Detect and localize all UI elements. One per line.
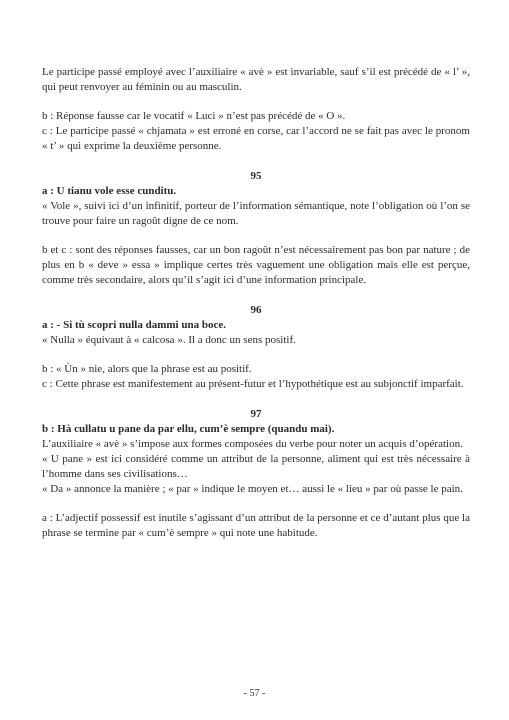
intro-paragraph-2: b : Réponse fausse car le vocatif « Luci » n’est pas précédé de « O ».	[42, 110, 346, 122]
question-97-paragraph-2: « U pane » est ici considéré comme un attribut de la personne, aliment qui est très nécessaire à l’homme dans ses civilisations…	[42, 453, 470, 480]
question-96-answer: a : - Si tù scopri nulla dammi una boce.	[42, 319, 226, 331]
question-95-paragraph-2: b et c : sont des réponses fausses, car un bon ragoût n’est nécessairement pas bon par nature ; de plus en b « deve » essa » implique certes très vaguement une obligation mais elle est perçue, comme très secondaire, alors qu’il s’agit ici d’une information principale.	[42, 244, 470, 286]
question-95-answer: a : U tianu vole esse cunditu.	[42, 185, 177, 197]
question-96-paragraph-2: b : « Ùn » nie, alors que la phrase est au positif.	[42, 363, 252, 375]
page-body	[42, 65, 470, 541]
question-96-number: 96	[250, 304, 262, 316]
question-97-paragraph-4: a : L’adjectif possessif est inutile s’agissant d’un attribut de la personne et ce d’autant plus que la phrase se termine par « cum’è sempre » qui note une habitude.	[42, 512, 470, 539]
intro-paragraph-3: c : Le participe passé « chjamata » est erroné en corse, car l’accord ne se fait pas avec le pronom « t’ » qui exprime la deuxième personne.	[42, 125, 470, 152]
page-number: - 57 -	[243, 688, 266, 699]
question-97-paragraph-1: L’auxiliaire « avè » s’impose aux formes composées du verbe pour noter un acquis d’opération.	[42, 438, 463, 450]
question-97-number: 97	[250, 408, 262, 420]
question-97-answer: b : Hà cullatu u pane da par ellu, cum’è sempre (quandu mai).	[42, 423, 335, 435]
question-95-number: 95	[250, 170, 262, 182]
intro-paragraph-1: Le participe passé employé avec l’auxiliaire « avè » est invariable, sauf s’il est précédé de « l’ », qui peut renvoyer au féminin ou au masculin.	[42, 66, 470, 93]
question-96-paragraph-3: c : Cette phrase est manifestement au présent-futur et l’hypothétique est au subjonctif imparfait.	[42, 378, 464, 390]
question-96-paragraph-1: « Nulla » équivaut à « calcosa ». Il a donc un sens positif.	[42, 334, 296, 346]
question-97-paragraph-3: « Da » annonce la manière ; « par » indique le moyen et… aussi le « lieu » par où passe le pain.	[42, 483, 463, 495]
question-95-paragraph-1: « Vole », suivi ici d’un infinitif, porteur de l’information sémantique, note l’obligation où l’on se trouve pour faire un ragoût digne de ce nom.	[42, 200, 470, 227]
